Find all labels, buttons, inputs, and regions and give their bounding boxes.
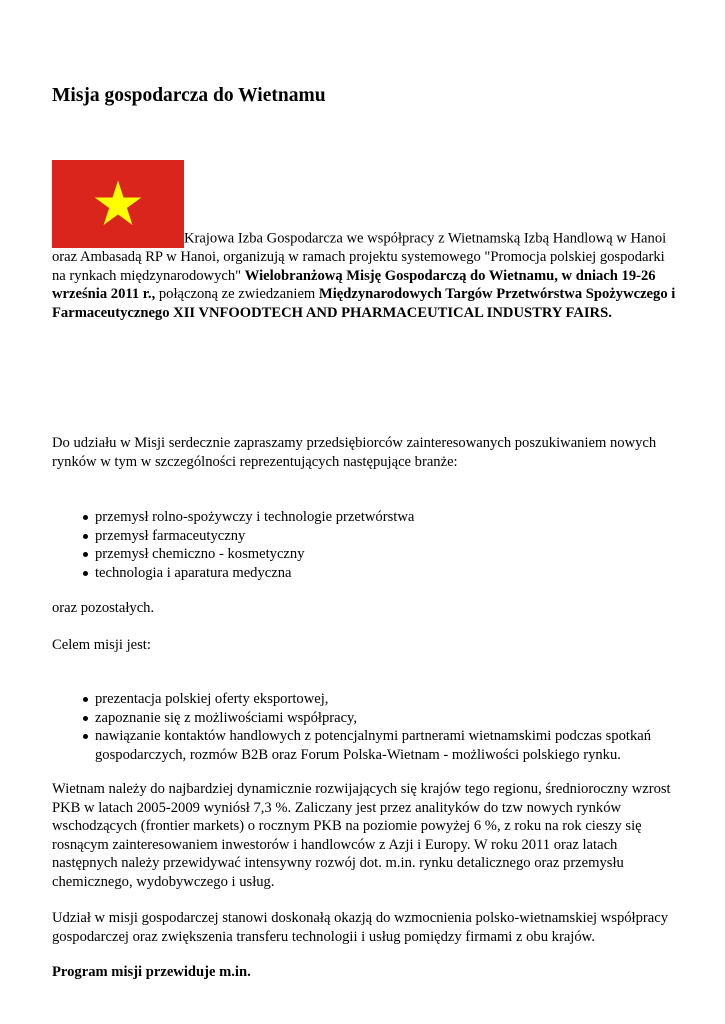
list-item: zapoznanie się z możliwościami współpracy, bbox=[52, 709, 682, 728]
opportunity-paragraph: Udział w misji gospodarczej stanowi doskonałą okazją do wzmocnienia polsko-wietnamskiej współpracy gospodarczej oraz zwiększenia transferu technologii i usług pomiędzy firmami z obu krajów. bbox=[52, 910, 669, 945]
intro-text-2: połączoną ze zwiedzaniem bbox=[155, 286, 319, 302]
list-item: przemysł chemiczno - kosmetyczny bbox=[52, 545, 682, 564]
list-item: nawiązanie kontaktów handlowych z potencjalnymi partnerami wietnamskimi podczas spotkań gospodarczych, rozmów B2B oraz Forum Polska-Wietnam - możliwości polskiego rynku. bbox=[52, 727, 682, 764]
goals-list bbox=[52, 690, 682, 764]
program-heading-text: Program misji przewiduje m.in. bbox=[52, 964, 251, 980]
list-item: technologia i aparatura medyczna bbox=[52, 564, 682, 583]
goals-heading: Celem misji jest: bbox=[52, 637, 151, 653]
sectors-list bbox=[52, 508, 682, 582]
others-paragraph: oraz pozostałych. bbox=[52, 600, 155, 616]
intro-paragraph bbox=[52, 160, 682, 322]
intro-bold-fairs: Międzynarodowych Targów Przetwórstwa Spożywczego i Farmaceutycznego XII VNFOODTECH AND PHARMACEUTICAL INDUSTRY FAIRS. bbox=[52, 286, 676, 321]
vietnam-flag-icon bbox=[52, 160, 184, 248]
invite-paragraph: Do udziału w Misji serdecznie zapraszamy przedsiębiorców zainteresowanych poszukiwaniem nowych rynków w tym w szczególności reprezentujących następujące branże: bbox=[52, 435, 657, 470]
program-heading bbox=[52, 963, 682, 982]
list-item: przemysł rolno-spożywczy i technologie przetwórstwa bbox=[52, 508, 682, 527]
vietnam-economy-paragraph: Wietnam należy do najbardziej dynamicznie rozwijających się krajów tego regionu, średnioroczny wzrost PKB w latach 2005-2009 wyniósł 7,3 %. Zaliczany jest przez analityków do tzw nowych rynków wschodzących (frontier markets) o rocznym PKB na poziomie powyżej 6 %, z roku na rok cieszy się rosnącym zainteresowaniem inwestorów i handlowców z Azji i Europy. W roku 2011 oraz latach następnych należy przewidywać intensywny rozwój dot. m.in. rynku detalicznego oraz przemysłu chemicznego, wydobywczego i usług. bbox=[52, 781, 671, 890]
intro-text-1: Krajowa Izba Gospodarcza we współpracy z Wietnamską Izbą Handlową w Hanoi oraz Ambasadą RP w Hanoi, organizują w ramach projektu systemowego "Promocja polskiej gospodarki na rynkach międzynarodowych" bbox=[52, 230, 667, 284]
list-item: przemysł farmaceutyczny bbox=[52, 527, 682, 546]
list-item: prezentacja polskiej oferty eksportowej, bbox=[52, 690, 682, 709]
page-title: Misja gospodarcza do Wietnamu bbox=[52, 85, 326, 106]
intro-bold-mission: Wielobranżową Misję Gospodarczą do Wietnamu, w dniach 19-26 września 2011 r., bbox=[52, 267, 656, 302]
